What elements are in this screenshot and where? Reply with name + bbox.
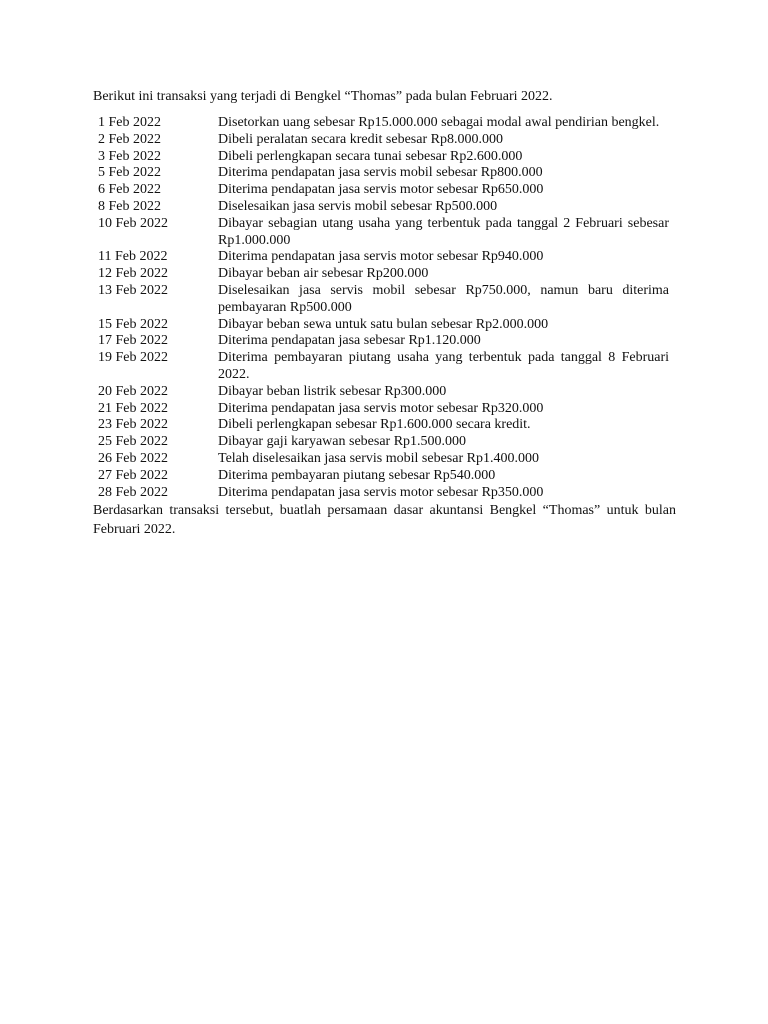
transaction-description: Dibayar gaji karyawan sebesar Rp1.500.000 — [218, 434, 467, 450]
transaction-description: Diterima pembayaran piutang usaha yang terbentuk pada tanggal 8 Februari 2022. — [218, 350, 669, 382]
transaction-description: Disetorkan uang sebesar Rp15.000.000 sebagai modal awal pendirian bengkel. — [218, 115, 660, 130]
transaction-row — [93, 384, 676, 401]
transaction-date: 11 Feb 2022 — [98, 249, 168, 265]
transaction-date: 23 Feb 2022 — [98, 417, 168, 433]
transaction-description: Dibayar sebagian utang usaha yang terbentuk pada tanggal 2 Februari sebesar Rp1.000.000 — [218, 215, 669, 248]
transaction-row — [93, 333, 676, 350]
transaction-description: Dibeli perlengkapan sebesar Rp1.600.000 secara kredit. — [218, 417, 531, 433]
transaction-description: Diterima pembayaran piutang sebesar Rp540.000 — [218, 467, 496, 483]
transaction-description: Diterima pendapatan jasa servis motor sebesar Rp940.000 — [218, 249, 544, 265]
document-page — [93, 88, 676, 539]
transaction-description: Dibayar beban listrik sebesar Rp300.000 — [218, 383, 447, 399]
transaction-date: 15 Feb 2022 — [98, 316, 168, 332]
closing-instruction: Berdasarkan transaksi tersebut, buatlah persamaan dasar akuntansi Bengkel “Thomas” untuk bulan Februari 2022. — [93, 503, 676, 538]
transaction-description: Diselesaikan jasa servis mobil sebesar Rp750.000, namun baru diterima pembayaran Rp500.000 — [218, 282, 669, 315]
transaction-row — [93, 350, 676, 384]
transaction-date: 20 Feb 2022 — [98, 383, 168, 399]
transaction-row — [93, 266, 676, 283]
transaction-description: Dibayar beban air sebesar Rp200.000 — [218, 266, 429, 282]
transaction-date: 3 Feb 2022 — [98, 148, 161, 164]
transaction-row — [93, 451, 676, 468]
transaction-date: 6 Feb 2022 — [98, 182, 161, 198]
transaction-row — [93, 485, 676, 502]
transaction-description: Dibeli peralatan secara kredit sebesar Rp8.000.000 — [218, 131, 503, 147]
intro-text: Berikut ini transaksi yang terjadi di Bengkel “Thomas” pada bulan Februari 2022. — [93, 89, 553, 104]
transaction-row — [93, 216, 676, 250]
transaction-description: Diterima pendapatan jasa servis mobil sebesar Rp800.000 — [218, 165, 543, 181]
transaction-date: 10 Feb 2022 — [98, 215, 168, 231]
transaction-date: 8 Feb 2022 — [98, 198, 161, 214]
transaction-date: 1 Feb 2022 — [98, 115, 161, 130]
transaction-description: Dibayar beban sewa untuk satu bulan sebesar Rp2.000.000 — [218, 316, 549, 332]
transaction-description: Dibeli perlengkapan secara tunai sebesar Rp2.600.000 — [218, 148, 523, 164]
transaction-row — [93, 283, 676, 317]
transaction-date: 27 Feb 2022 — [98, 467, 168, 483]
transaction-description: Diselesaikan jasa servis mobil sebesar Rp500.000 — [218, 198, 498, 214]
transaction-description: Diterima pendapatan jasa servis motor sebesar Rp650.000 — [218, 182, 544, 198]
transaction-date: 28 Feb 2022 — [98, 484, 168, 500]
transaction-description: Diterima pendapatan jasa servis motor sebesar Rp350.000 — [218, 484, 544, 500]
transaction-date: 21 Feb 2022 — [98, 400, 168, 416]
transaction-row — [93, 317, 676, 334]
transaction-row — [93, 165, 676, 182]
transaction-date: 17 Feb 2022 — [98, 333, 168, 349]
transaction-description: Telah diselesaikan jasa servis mobil sebesar Rp1.400.000 — [218, 450, 539, 466]
transaction-description: Diterima pendapatan jasa sebesar Rp1.120.000 — [218, 333, 481, 349]
transaction-list — [93, 115, 676, 501]
transaction-row — [93, 182, 676, 199]
transaction-date: 5 Feb 2022 — [98, 165, 161, 181]
transaction-row — [93, 132, 676, 149]
transaction-description: Diterima pendapatan jasa servis motor sebesar Rp320.000 — [218, 400, 544, 416]
transaction-row — [93, 468, 676, 485]
transaction-date: 13 Feb 2022 — [98, 282, 168, 298]
transaction-row — [93, 115, 676, 132]
transaction-row — [93, 149, 676, 166]
transaction-row — [93, 249, 676, 266]
transaction-date: 12 Feb 2022 — [98, 266, 168, 282]
transaction-date: 26 Feb 2022 — [98, 450, 168, 466]
transaction-date: 2 Feb 2022 — [98, 131, 161, 147]
transaction-row — [93, 401, 676, 418]
transaction-row — [93, 199, 676, 216]
transaction-date: 19 Feb 2022 — [98, 350, 168, 366]
transaction-row — [93, 417, 676, 434]
transaction-date: 25 Feb 2022 — [98, 434, 168, 450]
transaction-row — [93, 434, 676, 451]
